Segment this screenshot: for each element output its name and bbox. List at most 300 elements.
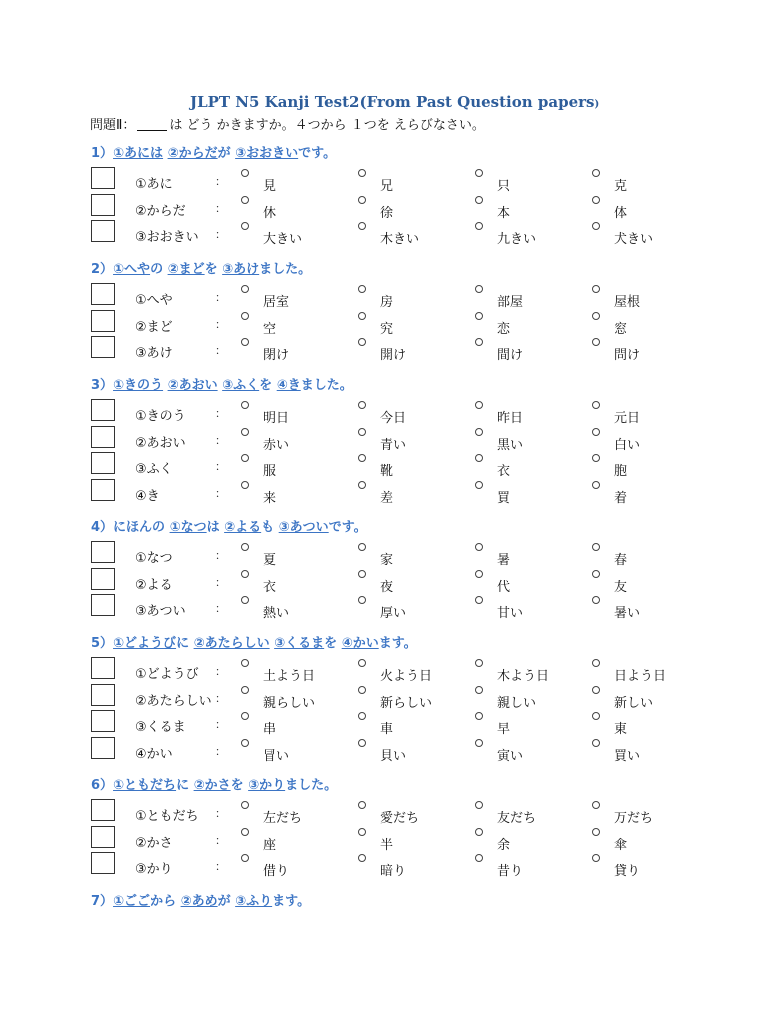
- target-word: ②あめ: [180, 894, 218, 909]
- radio-button[interactable]: [358, 401, 366, 409]
- reading-label: ①へや: [135, 293, 173, 308]
- reading-label: ②あおい: [135, 435, 186, 451]
- option-text: 愛だち: [380, 811, 420, 826]
- target-word: ①あには: [113, 146, 164, 161]
- question-number: 2）: [91, 262, 114, 277]
- colon-separator: ：: [215, 744, 226, 758]
- target-word: ③ふく: [222, 378, 260, 393]
- radio-button[interactable]: [592, 285, 600, 293]
- radio-button[interactable]: [241, 543, 249, 551]
- radio-button[interactable]: [592, 428, 600, 436]
- question-number: 5）: [91, 636, 114, 651]
- target-word: ④かい: [341, 636, 379, 651]
- target-word: ①なつ: [169, 520, 207, 535]
- option-text: 大きい: [263, 232, 303, 247]
- option-text: 明日: [263, 411, 290, 426]
- sentence-text: の: [150, 262, 168, 277]
- option-text: 居室: [263, 295, 290, 310]
- radio-button[interactable]: [592, 338, 600, 346]
- option-text: 家: [380, 553, 394, 568]
- instruction-text: は どう かきますか。４つから １つを えらびなさい。: [169, 118, 485, 133]
- option-text: 克: [614, 179, 628, 194]
- sentence-text: も: [261, 520, 279, 535]
- question-sentence: [91, 145, 336, 163]
- radio-button[interactable]: [358, 739, 366, 747]
- radio-button[interactable]: [241, 428, 249, 436]
- answer-box[interactable]: [91, 220, 115, 242]
- radio-button[interactable]: [592, 222, 600, 230]
- sentence-text: ました。: [300, 378, 353, 393]
- option-text: 買: [497, 490, 511, 506]
- radio-button[interactable]: [358, 828, 366, 836]
- reading-label: ①なつ: [135, 551, 173, 566]
- radio-button[interactable]: [592, 739, 600, 747]
- sentence-text: から: [150, 894, 181, 909]
- colon-separator: ：: [215, 575, 226, 589]
- colon-separator: ：: [215, 665, 226, 678]
- sentence-text: が: [217, 894, 236, 909]
- radio-button[interactable]: [358, 543, 366, 551]
- radio-button[interactable]: [241, 659, 249, 667]
- radio-button[interactable]: [475, 454, 483, 462]
- answer-row: [91, 712, 711, 738]
- option-text: 元日: [614, 411, 641, 426]
- option-text: 木きい: [380, 232, 420, 247]
- target-word: ②あおい: [167, 378, 218, 393]
- answer-row: [91, 169, 711, 195]
- instruction-prefix: 問題Ⅱ：: [90, 118, 136, 133]
- sentence-text: に: [176, 778, 194, 793]
- option-text: 万だち: [614, 811, 654, 826]
- option-text: 空: [263, 321, 277, 337]
- option-text: 窓: [614, 321, 628, 337]
- target-word: ①ごご: [113, 894, 151, 909]
- option-text: 借り: [263, 864, 290, 879]
- option-text: 徐: [380, 205, 394, 221]
- target-word: ②まど: [167, 262, 205, 277]
- radio-button[interactable]: [241, 828, 249, 836]
- colon-separator: ：: [215, 486, 226, 500]
- option-text: 体: [614, 205, 628, 221]
- option-text: 胞: [614, 464, 628, 479]
- radio-button[interactable]: [475, 196, 483, 204]
- option-text: 間け: [497, 348, 524, 363]
- option-text: 靴: [380, 464, 394, 479]
- reading-label: ③おおきい: [135, 230, 199, 245]
- option-text: 昔り: [497, 864, 524, 879]
- option-text: 代: [497, 579, 511, 595]
- question-sentence: [91, 261, 311, 279]
- option-text: 犬きい: [614, 232, 654, 247]
- answer-box[interactable]: [91, 336, 115, 358]
- reading-label: ③ふく: [135, 462, 173, 477]
- target-word: ①へや: [113, 262, 151, 277]
- option-text: 屋根: [614, 295, 641, 310]
- option-text: 白い: [614, 437, 641, 453]
- answer-row: [91, 854, 711, 880]
- answer-row: [91, 222, 711, 248]
- radio-button[interactable]: [358, 338, 366, 346]
- option-text: 恋: [497, 321, 511, 337]
- answer-box[interactable]: [91, 710, 115, 732]
- answer-box[interactable]: [91, 426, 115, 448]
- colon-separator: ：: [215, 460, 226, 473]
- radio-button[interactable]: [241, 196, 249, 204]
- radio-button[interactable]: [592, 686, 600, 694]
- answer-box[interactable]: [91, 452, 115, 474]
- reading-label: ④き: [135, 488, 160, 504]
- target-word: ①どようび: [113, 636, 177, 651]
- colon-separator: ：: [215, 433, 226, 447]
- answer-row: [91, 543, 711, 569]
- option-text: 九きい: [497, 232, 537, 247]
- radio-button[interactable]: [475, 854, 483, 862]
- radio-button[interactable]: [475, 169, 483, 177]
- instruction-blank: [137, 118, 167, 131]
- answer-box[interactable]: [91, 541, 115, 563]
- answer-box[interactable]: [91, 479, 115, 501]
- option-text: 厚い: [380, 606, 407, 621]
- radio-button[interactable]: [241, 596, 249, 604]
- radio-button[interactable]: [358, 196, 366, 204]
- option-text: 黒い: [497, 437, 524, 453]
- option-text: 本: [497, 205, 511, 221]
- option-text: 衣: [497, 464, 511, 479]
- radio-button[interactable]: [475, 686, 483, 694]
- option-text: 衣: [263, 579, 277, 595]
- question-sentence: [91, 777, 337, 795]
- radio-button[interactable]: [475, 312, 483, 320]
- answer-box[interactable]: [91, 568, 115, 590]
- sentence-text: ます。: [378, 636, 417, 651]
- radio-button[interactable]: [358, 312, 366, 320]
- colon-separator: ：: [215, 291, 226, 304]
- option-text: 土よう日: [263, 669, 316, 684]
- radio-button[interactable]: [475, 659, 483, 667]
- option-text: 差: [380, 490, 394, 506]
- option-text: 青い: [380, 437, 407, 453]
- reading-label: ③あつい: [135, 604, 186, 619]
- answer-box[interactable]: [91, 399, 115, 421]
- colon-separator: ：: [215, 407, 226, 420]
- option-text: 東: [614, 722, 628, 737]
- answer-box[interactable]: [91, 283, 115, 305]
- radio-button[interactable]: [475, 401, 483, 409]
- option-text: 服: [263, 464, 277, 479]
- radio-button[interactable]: [241, 338, 249, 346]
- answer-box[interactable]: [91, 826, 115, 848]
- question-sentence: [91, 893, 310, 911]
- radio-button[interactable]: [475, 481, 483, 489]
- radio-button[interactable]: [592, 543, 600, 551]
- colon-separator: ：: [215, 833, 226, 847]
- radio-button[interactable]: [475, 828, 483, 836]
- sentence-text: を: [230, 778, 249, 793]
- answer-box[interactable]: [91, 799, 115, 821]
- option-text: 貝い: [380, 748, 407, 764]
- instruction: [90, 114, 485, 133]
- target-word: ③おおきい: [235, 146, 299, 161]
- option-text: 親しい: [497, 695, 537, 711]
- option-text: 冒い: [263, 748, 290, 764]
- sentence-text: を: [324, 636, 342, 651]
- option-text: 座: [263, 837, 277, 853]
- radio-button[interactable]: [241, 169, 249, 177]
- option-text: 兄: [380, 179, 394, 194]
- colon-separator: ：: [215, 317, 226, 331]
- sentence-text: です。: [328, 520, 367, 535]
- option-text: 車: [380, 722, 394, 737]
- reading-label: ②からだ: [135, 203, 186, 219]
- option-text: 新しい: [614, 695, 654, 711]
- sentence-text: は: [206, 520, 225, 535]
- option-text: 問け: [614, 348, 641, 363]
- option-text: 只: [497, 179, 511, 194]
- radio-button[interactable]: [592, 854, 600, 862]
- radio-button[interactable]: [475, 801, 483, 809]
- answer-box[interactable]: [91, 167, 115, 189]
- reading-label: ②まど: [135, 319, 173, 335]
- sentence-text: ます。: [272, 894, 311, 909]
- radio-button[interactable]: [358, 222, 366, 230]
- option-text: 寅い: [497, 748, 524, 764]
- option-text: 究: [380, 321, 394, 337]
- answer-box[interactable]: [91, 684, 115, 706]
- radio-button[interactable]: [592, 454, 600, 462]
- option-text: 木よう日: [497, 669, 550, 684]
- radio-button[interactable]: [475, 222, 483, 230]
- radio-button[interactable]: [241, 712, 249, 720]
- answer-row: [91, 454, 711, 480]
- colon-separator: ：: [215, 201, 226, 215]
- target-word: ②あたらしい: [193, 636, 270, 651]
- radio-button[interactable]: [358, 854, 366, 862]
- title-close-paren: ): [594, 99, 600, 110]
- target-word: ③あけ: [222, 262, 260, 277]
- option-text: 傘: [614, 837, 628, 853]
- question-sentence: [91, 519, 367, 537]
- answer-box[interactable]: [91, 194, 115, 216]
- radio-button[interactable]: [358, 285, 366, 293]
- radio-button[interactable]: [475, 338, 483, 346]
- reading-label: ③かり: [135, 862, 173, 877]
- radio-button[interactable]: [241, 801, 249, 809]
- radio-button[interactable]: [241, 739, 249, 747]
- answer-row: [91, 481, 711, 507]
- target-word: ①ともだち: [113, 778, 177, 793]
- sentence-text: が: [217, 146, 236, 161]
- answer-box[interactable]: [91, 737, 115, 759]
- answer-box[interactable]: [91, 310, 115, 332]
- option-text: 今日: [380, 411, 407, 426]
- question-sentence: [91, 635, 417, 653]
- option-text: 暗り: [380, 864, 407, 879]
- radio-button[interactable]: [358, 570, 366, 578]
- sentence-text: に: [176, 636, 194, 651]
- answer-row: [91, 338, 711, 364]
- reading-label: ①あに: [135, 177, 173, 192]
- answer-row: [91, 801, 711, 827]
- target-word: ③あつい: [278, 520, 329, 535]
- option-text: 親らしい: [263, 695, 316, 711]
- reading-label: ③あけ: [135, 346, 173, 361]
- radio-button[interactable]: [592, 169, 600, 177]
- radio-button[interactable]: [475, 739, 483, 747]
- radio-button[interactable]: [592, 801, 600, 809]
- option-text: 日よう日: [614, 669, 667, 684]
- colon-separator: ：: [215, 602, 226, 615]
- answer-row: [91, 312, 711, 338]
- reading-label: ②かさ: [135, 835, 173, 851]
- option-text: 房: [380, 295, 394, 310]
- answer-box[interactable]: [91, 657, 115, 679]
- radio-button[interactable]: [241, 481, 249, 489]
- sentence-text: にほんの: [113, 520, 170, 535]
- option-text: 余: [497, 837, 511, 853]
- colon-separator: ：: [215, 860, 226, 873]
- radio-button[interactable]: [592, 712, 600, 720]
- answer-row: [91, 739, 711, 765]
- question-number: 4）: [91, 520, 114, 535]
- sentence-text: です。: [298, 146, 337, 161]
- radio-button[interactable]: [241, 686, 249, 694]
- reading-label: ④かい: [135, 746, 173, 762]
- radio-button[interactable]: [475, 596, 483, 604]
- radio-button[interactable]: [358, 686, 366, 694]
- radio-button[interactable]: [241, 454, 249, 462]
- radio-button[interactable]: [358, 454, 366, 462]
- page-title: [190, 93, 599, 111]
- radio-button[interactable]: [592, 312, 600, 320]
- colon-separator: ：: [215, 175, 226, 188]
- radio-button[interactable]: [592, 570, 600, 578]
- option-text: 串: [263, 722, 277, 737]
- answer-row: [91, 686, 711, 712]
- answer-box[interactable]: [91, 594, 115, 616]
- radio-button[interactable]: [358, 481, 366, 489]
- radio-button[interactable]: [241, 570, 249, 578]
- radio-button[interactable]: [241, 401, 249, 409]
- option-text: 早: [497, 722, 511, 737]
- target-word: ③ふり: [235, 894, 273, 909]
- reading-label: ①どようび: [135, 667, 199, 682]
- radio-button[interactable]: [475, 428, 483, 436]
- target-word: ②かさ: [193, 778, 231, 793]
- radio-button[interactable]: [241, 285, 249, 293]
- radio-button[interactable]: [592, 659, 600, 667]
- answer-row: [91, 659, 711, 685]
- target-word: ②よる: [224, 520, 262, 535]
- radio-button[interactable]: [592, 196, 600, 204]
- target-word: ②からだ: [167, 146, 218, 161]
- question-number: 1）: [91, 146, 114, 161]
- option-text: 昨日: [497, 411, 524, 426]
- option-text: 熱い: [263, 606, 290, 621]
- option-text: 着: [614, 490, 628, 506]
- question-sentence: [91, 377, 353, 395]
- option-text: 夏: [263, 553, 277, 568]
- answer-row: [91, 401, 711, 427]
- option-text: 開け: [380, 348, 407, 363]
- answer-row: [91, 570, 711, 596]
- radio-button[interactable]: [475, 543, 483, 551]
- answer-row: [91, 428, 711, 454]
- radio-button[interactable]: [592, 828, 600, 836]
- target-word: ④き: [276, 378, 301, 393]
- option-text: 左だち: [263, 811, 303, 826]
- colon-separator: ：: [215, 718, 226, 731]
- option-text: 新らしい: [380, 695, 433, 711]
- radio-button[interactable]: [592, 481, 600, 489]
- option-text: 貸り: [614, 864, 641, 879]
- option-text: 買い: [614, 748, 641, 764]
- radio-button[interactable]: [358, 659, 366, 667]
- radio-button[interactable]: [592, 596, 600, 604]
- colon-separator: ：: [215, 549, 226, 562]
- target-word: ③かり: [248, 778, 286, 793]
- reading-label: ③くるま: [135, 720, 186, 735]
- reading-label: ①きのう: [135, 409, 186, 424]
- question-number: 6）: [91, 778, 114, 793]
- option-text: 暑: [497, 553, 511, 568]
- sentence-text: を: [204, 262, 223, 277]
- option-text: 半: [380, 837, 394, 853]
- radio-button[interactable]: [358, 712, 366, 720]
- question-number: 7）: [91, 894, 114, 909]
- option-text: 春: [614, 553, 628, 568]
- option-text: 夜: [380, 579, 394, 595]
- sentence-text: を: [259, 378, 277, 393]
- radio-button[interactable]: [475, 712, 483, 720]
- sentence-text: ました。: [285, 778, 338, 793]
- title-text: JLPT N5 Kanji Test2(From Past Question papers: [190, 93, 595, 111]
- option-text: 友: [614, 579, 628, 595]
- reading-label: ①ともだち: [135, 809, 199, 824]
- answer-row: [91, 285, 711, 311]
- option-text: 見: [263, 179, 277, 194]
- radio-button[interactable]: [358, 428, 366, 436]
- radio-button[interactable]: [358, 169, 366, 177]
- radio-button[interactable]: [592, 401, 600, 409]
- colon-separator: ：: [215, 691, 226, 705]
- radio-button[interactable]: [475, 285, 483, 293]
- option-text: 部屋: [497, 295, 524, 310]
- radio-button[interactable]: [241, 312, 249, 320]
- colon-separator: ：: [215, 807, 226, 820]
- answer-row: [91, 828, 711, 854]
- reading-label: ②よる: [135, 577, 173, 593]
- reading-label: ②あたらしい: [135, 693, 212, 709]
- option-text: 火よう日: [380, 669, 433, 684]
- option-text: 暑い: [614, 606, 641, 621]
- radio-button[interactable]: [241, 222, 249, 230]
- target-word: ①きのう: [113, 378, 164, 393]
- answer-row: [91, 596, 711, 622]
- option-text: 来: [263, 490, 277, 506]
- option-text: 友だち: [497, 811, 537, 826]
- radio-button[interactable]: [358, 596, 366, 604]
- radio-button[interactable]: [475, 570, 483, 578]
- colon-separator: ：: [215, 344, 226, 357]
- option-text: 休: [263, 205, 277, 221]
- answer-row: [91, 196, 711, 222]
- question-number: 3）: [91, 378, 114, 393]
- answer-box[interactable]: [91, 852, 115, 874]
- radio-button[interactable]: [241, 854, 249, 862]
- radio-button[interactable]: [358, 801, 366, 809]
- sentence-text: ました。: [259, 262, 312, 277]
- option-text: 赤い: [263, 437, 290, 453]
